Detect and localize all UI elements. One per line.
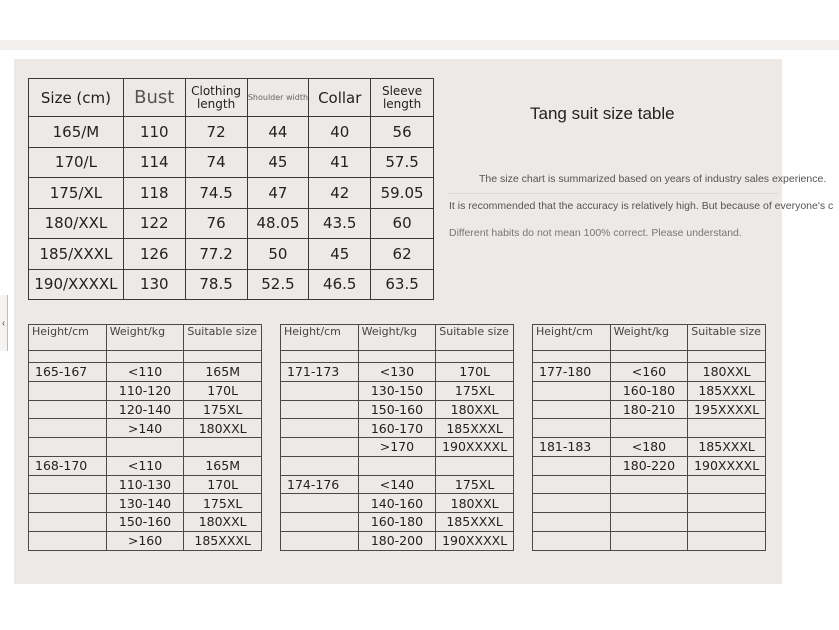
rec-row <box>281 475 514 494</box>
rec-height-cell <box>533 494 611 513</box>
rec-weight-cell: 150-160 <box>106 513 184 532</box>
size-table-row <box>29 239 434 270</box>
size-table-cell: 52.5 <box>247 269 309 300</box>
size-table-cell: 57.5 <box>371 147 434 178</box>
rec-row <box>533 494 766 513</box>
rec-weight-cell: 180-210 <box>610 400 688 419</box>
rec-height-cell <box>29 513 107 532</box>
size-table-cell: 170/L <box>29 147 124 178</box>
size-table-cell: 122 <box>123 208 185 239</box>
size-table-cell: 60 <box>371 208 434 239</box>
size-table-cell: 48.05 <box>247 208 309 239</box>
size-table-row <box>29 147 434 178</box>
size-table-cell: 62 <box>371 239 434 270</box>
rec-size-cell: 180XXL <box>436 400 514 419</box>
rec-header-row <box>281 325 514 351</box>
chart-title: Tang suit size table <box>530 104 675 123</box>
size-table-cell: 40 <box>309 117 371 148</box>
size-table-cell: 41 <box>309 147 371 178</box>
size-table-cell: 45 <box>309 239 371 270</box>
rec-weight-cell: 140-160 <box>358 494 436 513</box>
rec-weight-cell: >170 <box>358 438 436 457</box>
rec-row <box>281 494 514 513</box>
rec-gap-row <box>533 351 766 363</box>
rec-weight-cell: <130 <box>358 363 436 382</box>
rec-size-cell: 175XL <box>184 494 262 513</box>
header-sleeve-length: Sleeve length <box>371 79 434 117</box>
size-table-row <box>29 117 434 148</box>
size-table-cell: 77.2 <box>185 239 247 270</box>
size-table-header-row <box>29 79 434 117</box>
rec-size-cell: 170L <box>184 475 262 494</box>
rec-size-cell: 180XXL <box>688 363 766 382</box>
rec-height-cell <box>281 419 359 438</box>
rec-row <box>533 363 766 382</box>
size-table-cell: 118 <box>123 178 185 209</box>
rec-row <box>29 400 262 419</box>
recommendation-table-2 <box>280 324 514 551</box>
description-line-1: The size chart is summarized based on years of industry sales experience. <box>479 173 827 185</box>
rec-weight-cell: >160 <box>106 531 184 550</box>
size-table-cell: 59.05 <box>371 178 434 209</box>
rec-weight-cell <box>358 456 436 475</box>
size-table-cell: 42 <box>309 178 371 209</box>
description-line-2: It is recommended that the accuracy is relatively high. But because of everyone's c <box>449 200 834 212</box>
top-band <box>0 40 839 50</box>
rec-header-size: Suitable size <box>436 325 514 351</box>
rec-row <box>533 438 766 457</box>
description-line-3: Different habits do not mean 100% correct. Please understand. <box>449 227 742 239</box>
rec-gap-row <box>29 351 262 363</box>
rec-height-cell <box>29 475 107 494</box>
rec-row <box>533 419 766 438</box>
rec-weight-cell: <110 <box>106 363 184 382</box>
rec-weight-cell: <180 <box>610 438 688 457</box>
rec-header-size: Suitable size <box>688 325 766 351</box>
size-table-cell: 165/M <box>29 117 124 148</box>
rec-size-cell: 170L <box>184 381 262 400</box>
rec-size-cell <box>688 419 766 438</box>
size-table-cell: 175/XL <box>29 178 124 209</box>
size-table-cell: 190/XXXXL <box>29 269 124 300</box>
rec-height-cell <box>533 400 611 419</box>
rec-row <box>533 475 766 494</box>
rec-size-cell: 175XL <box>436 475 514 494</box>
rec-row <box>281 400 514 419</box>
rec-weight-cell <box>610 531 688 550</box>
rec-row <box>29 513 262 532</box>
rec-height-cell <box>281 494 359 513</box>
rec-height-cell <box>533 419 611 438</box>
size-table-cell: 63.5 <box>371 269 434 300</box>
rec-weight-cell: 130-140 <box>106 494 184 513</box>
size-table-row <box>29 178 434 209</box>
rec-height-cell <box>281 456 359 475</box>
size-table-cell: 43.5 <box>309 208 371 239</box>
rec-row <box>533 381 766 400</box>
rec-header-row <box>29 325 262 351</box>
rec-height-cell: 177-180 <box>533 363 611 382</box>
rec-size-cell: 175XL <box>436 381 514 400</box>
rec-height-cell: 171-173 <box>281 363 359 382</box>
chevron-left-icon: ‹ <box>1 317 6 329</box>
rec-row <box>29 419 262 438</box>
rec-size-cell: 165M <box>184 363 262 382</box>
rec-row <box>281 513 514 532</box>
recommendation-table-3 <box>532 324 766 551</box>
rec-row <box>281 456 514 475</box>
rec-header-size: Suitable size <box>184 325 262 351</box>
rec-row <box>281 381 514 400</box>
rec-size-cell: 175XL <box>184 400 262 419</box>
rec-size-cell: 185XXXL <box>688 381 766 400</box>
rec-size-cell <box>688 531 766 550</box>
rec-weight-cell <box>610 475 688 494</box>
rec-height-cell: 181-183 <box>533 438 611 457</box>
rec-size-cell: 180XXL <box>184 513 262 532</box>
size-table-cell: 74 <box>185 147 247 178</box>
rec-size-cell: 195XXXXL <box>688 400 766 419</box>
rec-row <box>281 531 514 550</box>
rec-row <box>281 419 514 438</box>
rec-row <box>281 363 514 382</box>
rec-height-cell <box>281 400 359 419</box>
size-table-row <box>29 269 434 300</box>
size-table-cell: 56 <box>371 117 434 148</box>
size-table-row <box>29 208 434 239</box>
rec-height-cell <box>533 513 611 532</box>
rec-row <box>533 400 766 419</box>
rec-height-cell <box>29 419 107 438</box>
rec-header-weight: Weight/kg <box>610 325 688 351</box>
rec-size-cell <box>688 475 766 494</box>
rec-weight-cell <box>610 419 688 438</box>
rec-height-cell <box>29 400 107 419</box>
rec-header-height: Height/cm <box>29 325 107 351</box>
rec-gap-row <box>281 351 514 363</box>
rec-height-cell: 168-170 <box>29 456 107 475</box>
size-table-cell: 50 <box>247 239 309 270</box>
rec-size-cell: 185XXXL <box>184 531 262 550</box>
rec-size-cell: 190XXXXL <box>436 438 514 457</box>
rec-row <box>29 456 262 475</box>
header-bust: Bust <box>123 79 185 117</box>
recommendation-table-1 <box>28 324 262 551</box>
rec-row <box>281 438 514 457</box>
rec-height-cell <box>29 381 107 400</box>
size-table-cell: 130 <box>123 269 185 300</box>
rec-height-cell <box>281 438 359 457</box>
rec-height-cell <box>533 531 611 550</box>
rec-header-height: Height/cm <box>281 325 359 351</box>
rec-size-cell <box>436 456 514 475</box>
size-table-cell: 180/XXL <box>29 208 124 239</box>
rec-row <box>29 381 262 400</box>
rec-header-weight: Weight/kg <box>106 325 184 351</box>
size-table-cell: 46.5 <box>309 269 371 300</box>
header-clothing-length: Clothing length <box>185 79 247 117</box>
rec-row <box>29 531 262 550</box>
divider <box>449 193 779 194</box>
size-table-cell: 185/XXXL <box>29 239 124 270</box>
rec-weight-cell: 150-160 <box>358 400 436 419</box>
rec-height-cell <box>533 475 611 494</box>
rec-height-cell <box>533 456 611 475</box>
rec-weight-cell: 180-220 <box>610 456 688 475</box>
size-table-cell: 72 <box>185 117 247 148</box>
rec-height-cell: 174-176 <box>281 475 359 494</box>
rec-row <box>533 531 766 550</box>
rec-size-cell: 190XXXXL <box>436 531 514 550</box>
size-table-cell: 110 <box>123 117 185 148</box>
header-collar: Collar <box>309 79 371 117</box>
rec-size-cell <box>688 494 766 513</box>
rec-weight-cell: 180-200 <box>358 531 436 550</box>
rec-header-weight: Weight/kg <box>358 325 436 351</box>
rec-size-cell <box>184 438 262 457</box>
rec-weight-cell: <160 <box>610 363 688 382</box>
rec-size-cell: 180XXL <box>184 419 262 438</box>
rec-row <box>29 494 262 513</box>
size-table-cell: 126 <box>123 239 185 270</box>
rec-size-cell <box>688 513 766 532</box>
rec-size-cell: 185XXXL <box>436 419 514 438</box>
rec-height-cell <box>281 531 359 550</box>
rec-row <box>533 513 766 532</box>
size-table <box>28 78 434 300</box>
rec-height-cell <box>533 381 611 400</box>
rec-weight-cell: <110 <box>106 456 184 475</box>
rec-weight-cell: 120-140 <box>106 400 184 419</box>
size-table-cell: 78.5 <box>185 269 247 300</box>
rec-size-cell: 185XXXL <box>436 513 514 532</box>
rec-size-cell: 185XXXL <box>688 438 766 457</box>
rec-weight-cell: >140 <box>106 419 184 438</box>
rec-row <box>29 363 262 382</box>
rec-size-cell: 190XXXXL <box>688 456 766 475</box>
rec-row <box>29 475 262 494</box>
rec-weight-cell: 110-130 <box>106 475 184 494</box>
rec-height-cell <box>29 438 107 457</box>
rec-height-cell <box>29 531 107 550</box>
header-size: Size (cm) <box>29 79 124 117</box>
size-table-cell: 45 <box>247 147 309 178</box>
rec-weight-cell: 130-150 <box>358 381 436 400</box>
rec-height-cell: 165-167 <box>29 363 107 382</box>
rec-size-cell: 170L <box>436 363 514 382</box>
size-table-cell: 74.5 <box>185 178 247 209</box>
rec-size-cell: 165M <box>184 456 262 475</box>
rec-row <box>533 456 766 475</box>
rec-size-cell: 180XXL <box>436 494 514 513</box>
header-shoulder-width: Shoulder width <box>247 79 309 117</box>
rec-weight-cell <box>610 494 688 513</box>
size-table-cell: 76 <box>185 208 247 239</box>
rec-weight-cell <box>106 438 184 457</box>
size-table-cell: 44 <box>247 117 309 148</box>
size-table-cell: 114 <box>123 147 185 178</box>
left-edge-tab[interactable] <box>0 295 8 351</box>
rec-weight-cell: <140 <box>358 475 436 494</box>
size-table-cell: 47 <box>247 178 309 209</box>
rec-height-cell <box>281 381 359 400</box>
rec-height-cell <box>281 513 359 532</box>
rec-weight-cell: 160-180 <box>610 381 688 400</box>
rec-weight-cell: 110-120 <box>106 381 184 400</box>
rec-header-row <box>533 325 766 351</box>
rec-weight-cell <box>610 513 688 532</box>
rec-header-height: Height/cm <box>533 325 611 351</box>
rec-row <box>29 438 262 457</box>
rec-weight-cell: 160-170 <box>358 419 436 438</box>
rec-height-cell <box>29 494 107 513</box>
rec-weight-cell: 160-180 <box>358 513 436 532</box>
